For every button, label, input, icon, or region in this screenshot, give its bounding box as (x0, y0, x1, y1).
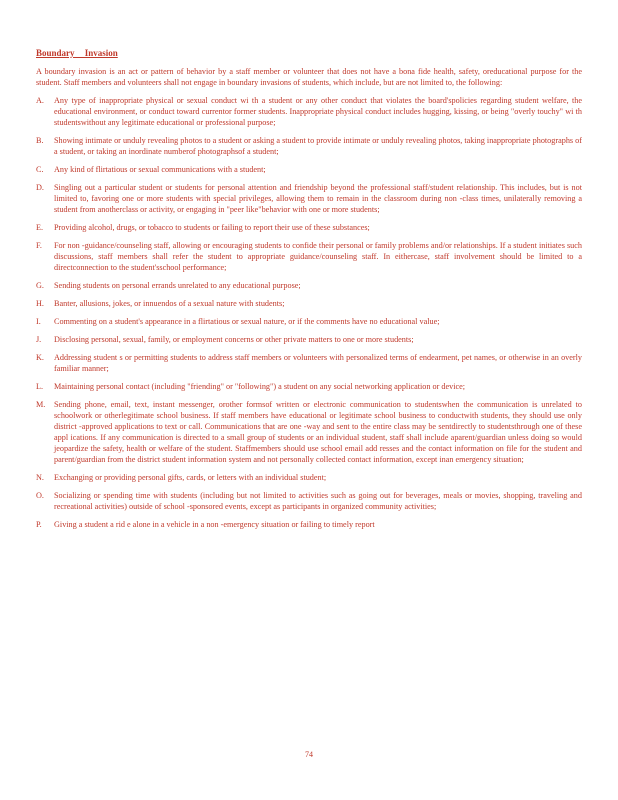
item-letter: B. (36, 136, 44, 145)
item-text: Commenting on a student's appearance in a flirtatious or sexual nature, or if the comments have no educational value; (54, 317, 440, 326)
item-text: Sending students on personal errands unrelated to any educational purpose; (54, 281, 301, 290)
item-letter: D. (36, 183, 44, 192)
item-text: Addressing student s or permitting students to address staff members or volunteers with personalized terms of endearment, pet names, or otherwise in an overly familiar manner; (54, 353, 582, 373)
item-text: For non -guidance/counseling staff, allowing or encouraging students to confide their personal or family problems and/or relationships. If a student initiates such discussions, staff members shall refer the student to appropriate guidance/counseling staff. In eithercase, staff involvement should be limited to a directconnection to the student'sschool performance; (54, 241, 582, 272)
item-letter: P. (36, 520, 42, 529)
list-item (36, 316, 582, 327)
item-letter: C. (36, 165, 44, 174)
policy-content (36, 47, 582, 537)
list-item (36, 381, 582, 392)
item-letter: H. (36, 299, 44, 308)
list-item (36, 519, 582, 530)
item-text: Any type of inappropriate physical or sexual conduct wi th a student or any other conduct that violates the board'spolicies regarding student welfare, the educational environment, or conduct toward currentor former students. Inappropriate physical conduct includes hugging, kissing, or being "overly touchy" wi th studentswithout any legitimate educational or professional purpose; (54, 96, 582, 127)
list-item (36, 240, 582, 273)
item-letter: G. (36, 281, 44, 290)
item-letter: N. (36, 473, 44, 482)
list-item (36, 472, 582, 483)
item-text: Disclosing personal, sexual, family, or employment concerns or other private matters to one or more students; (54, 335, 414, 344)
item-letter: L. (36, 382, 44, 391)
list-item (36, 222, 582, 233)
item-text: Socializing or spending time with students (including but not limited to activities such as going out for beverages, meals or movies, shopping, traveling and recreational activities) outside of school -sponsored events, except as participants in organized community activities; (54, 491, 582, 511)
list-item (36, 135, 582, 157)
item-letter: A. (36, 96, 44, 105)
list-item (36, 182, 582, 215)
list-item (36, 298, 582, 309)
list-item (36, 352, 582, 374)
list-item (36, 164, 582, 175)
item-letter: I. (36, 317, 41, 326)
item-text: Showing intimate or unduly revealing photos to a student or asking a student to provide intimate or unduly revealing photos, taking inappropriate photographs of a student, or taking an inordinate numberof photographsof a student; (54, 136, 582, 156)
list-item (36, 334, 582, 345)
list-item (36, 95, 582, 128)
item-letter: M. (36, 400, 46, 409)
list-item (36, 490, 582, 512)
item-text: Maintaining personal contact (including "friending" or "following") a student on any social networking application or device; (54, 382, 466, 391)
list-item (36, 280, 582, 291)
item-letter: F. (36, 241, 42, 250)
page-number: 74 (305, 750, 313, 759)
item-text: Exchanging or providing personal gifts, cards, or letters with an individual student; (54, 473, 327, 482)
item-text: Giving a student a rid e alone in a vehicle in a non -emergency situation or failing to timely report (54, 520, 375, 529)
list-item (36, 399, 582, 465)
item-letter: O. (36, 491, 44, 500)
intro-paragraph: A boundary invasion is an act or pattern of behavior by a staff member or volunteer that does not have a bona fide health, safety, oreducational purpose for the student. Staff members and volunteers shall not engage in boundary invasions of students, which include, but are not limited to, the following: (36, 67, 582, 87)
item-text: Banter, allusions, jokes, or innuendos of a sexual nature with students; (54, 299, 285, 308)
item-text: Singling out a particular student or students for personal attention and friendship beyond the professional staff/student relationship. This includes, but is not limited to, favoring one or more students with special privileges, allowing them to remain in the classroom during non -class times, unilaterally removing a student from anotherclass or activity, or engaging in "peer like"behavior with one or more students; (54, 183, 582, 214)
item-letter: E. (36, 223, 44, 232)
item-text: Sending phone, email, text, instant messenger, orother formsof written or electronic communication to studentswhen the communication is unrelated to schoolwork or otherlegitimate school business. If staff members have educational or legitimate school business to conductwith students, they should use only district -approved applications to text or call. Communications that are one -way and sent to the entire class may be sentdirectly to studentsthrough one of these appl ications. If any communication is directed to a small group of students or an individual student, staff shall include aparent/guardian unless doing so would jeopardize the safety, health or welfare of the student. Staffmembers should use school email add resses and the contact information on file for the student and parent/guardian from the district student information system and not personally collected contact information, except inan emergency situation; (54, 400, 582, 464)
section-heading: Boundary Invasion (36, 48, 118, 58)
item-text: Providing alcohol, drugs, or tobacco to students or failing to report their use of these substances; (54, 223, 370, 232)
item-letter: J. (36, 335, 42, 344)
item-text: Any kind of flirtatious or sexual communications with a student; (54, 165, 266, 174)
item-letter: K. (36, 353, 44, 362)
